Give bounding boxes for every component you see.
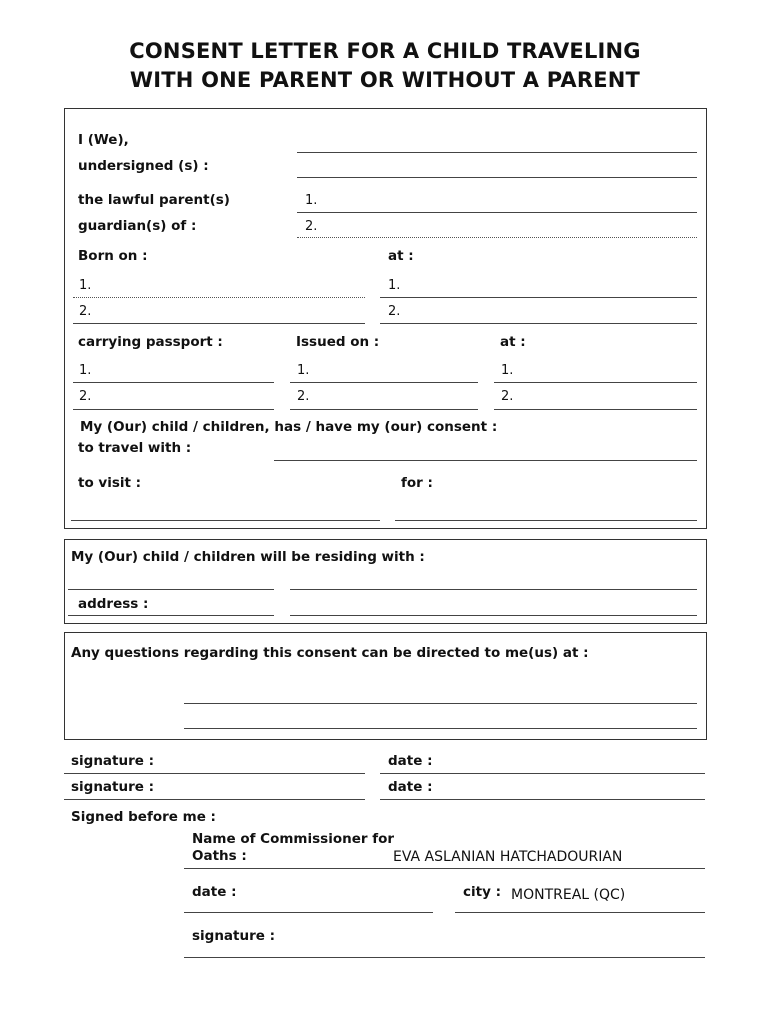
- contact-field-1[interactable]: [184, 703, 697, 704]
- signed-before-label: Signed before me :: [71, 809, 216, 825]
- commissioner-name-value[interactable]: EVA ASLANIAN HATCHADOURIAN: [393, 849, 623, 865]
- issued-on-1-field[interactable]: [290, 382, 478, 383]
- born-at-label: at :: [388, 248, 414, 264]
- child-2-number: 2.: [305, 219, 318, 234]
- carrying-passport-label: carrying passport :: [78, 334, 223, 350]
- signature-1-label: signature :: [71, 753, 155, 769]
- date-2-label: date :: [388, 779, 433, 795]
- guardians-of-label: guardian(s) of :: [78, 218, 197, 234]
- to-visit-field[interactable]: [71, 520, 380, 521]
- contact-field-2[interactable]: [184, 728, 697, 729]
- child-2-name-field[interactable]: [297, 237, 697, 238]
- child-1-name-field[interactable]: [297, 212, 697, 213]
- date-1-label: date :: [388, 753, 433, 769]
- for-label: for :: [401, 475, 433, 491]
- residing-with-name-field[interactable]: [68, 589, 274, 590]
- issued-on-label: Issued on :: [296, 334, 380, 350]
- born-on-1-field[interactable]: [73, 297, 365, 298]
- city-value[interactable]: MONTREAL (QC): [511, 887, 626, 903]
- travel-with-label: to travel with :: [78, 440, 192, 456]
- issued-on-2-field[interactable]: [290, 409, 478, 410]
- residing-with-label: My (Our) child / children will be residing with :: [71, 549, 425, 565]
- issued-at-2-field[interactable]: [494, 409, 697, 410]
- born-at-1-number: 1.: [388, 278, 401, 293]
- questions-label: Any questions regarding this consent can be directed to me(us) at :: [71, 645, 589, 661]
- to-visit-label: to visit :: [78, 475, 142, 491]
- address-field-left[interactable]: [68, 615, 274, 616]
- for-field[interactable]: [395, 520, 697, 521]
- signature-2-field[interactable]: [64, 799, 365, 800]
- signature-1-field[interactable]: [64, 773, 365, 774]
- commissioner-label-line-2: Oaths :: [192, 848, 247, 864]
- commissioner-name-field: [184, 868, 705, 869]
- issued-at-1-number: 1.: [501, 363, 514, 378]
- born-at-2-number: 2.: [388, 304, 401, 319]
- residing-with-field[interactable]: [290, 589, 697, 590]
- passport-2-number: 2.: [79, 389, 92, 404]
- issued-on-2-number: 2.: [297, 389, 310, 404]
- born-on-2-field[interactable]: [73, 323, 365, 324]
- commissioner-signature-field[interactable]: [184, 957, 705, 958]
- date-2-field[interactable]: [380, 799, 705, 800]
- issued-on-1-number: 1.: [297, 363, 310, 378]
- undersigned-field[interactable]: [297, 177, 697, 178]
- passport-1-number: 1.: [79, 363, 92, 378]
- i-we-field[interactable]: [297, 152, 697, 153]
- issued-at-label: at :: [500, 334, 526, 350]
- passport-2-field[interactable]: [73, 409, 274, 410]
- address-field[interactable]: [290, 615, 697, 616]
- commissioner-signature-label: signature :: [192, 928, 276, 944]
- i-we-label: I (We),: [78, 132, 129, 148]
- form-title-line-1: CONSENT LETTER FOR A CHILD TRAVELING: [129, 39, 641, 63]
- born-on-label: Born on :: [78, 248, 148, 264]
- address-label: address :: [78, 596, 149, 612]
- commissioner-date-field[interactable]: [184, 912, 433, 913]
- commissioner-date-label: date :: [192, 884, 237, 900]
- consent-label: My (Our) child / children, has / have my (our) consent :: [80, 419, 498, 435]
- issued-at-2-number: 2.: [501, 389, 514, 404]
- issued-at-1-field[interactable]: [494, 382, 697, 383]
- born-at-1-field[interactable]: [380, 297, 697, 298]
- travel-with-field[interactable]: [274, 460, 697, 461]
- born-on-1-number: 1.: [79, 278, 92, 293]
- city-label: city :: [463, 884, 501, 900]
- city-field: [455, 912, 705, 913]
- commissioner-label-line-1: Name of Commissioner for: [192, 831, 395, 847]
- child-1-number: 1.: [305, 193, 318, 208]
- lawful-parents-label: the lawful parent(s): [78, 192, 230, 208]
- signature-2-label: signature :: [71, 779, 155, 795]
- born-at-2-field[interactable]: [380, 323, 697, 324]
- form-title-line-2: WITH ONE PARENT OR WITHOUT A PARENT: [129, 68, 641, 92]
- undersigned-label: undersigned (s) :: [78, 158, 209, 174]
- passport-1-field[interactable]: [73, 382, 274, 383]
- date-1-field[interactable]: [380, 773, 705, 774]
- born-on-2-number: 2.: [79, 304, 92, 319]
